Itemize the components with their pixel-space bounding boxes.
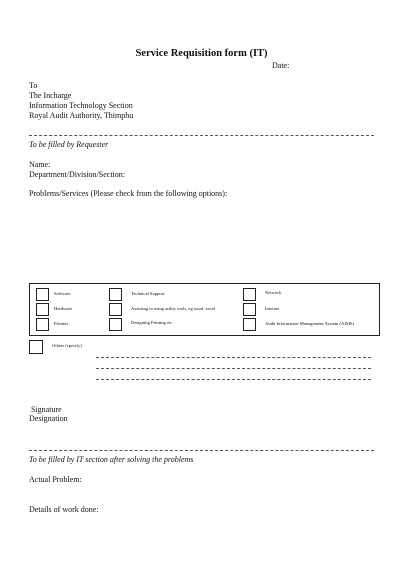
others-line-2[interactable] xyxy=(96,368,371,369)
address-line-to: To xyxy=(29,81,38,90)
checkbox-internet[interactable] xyxy=(243,303,256,316)
others-line-1[interactable] xyxy=(96,357,371,358)
form-title: Service Requisition form (IT) xyxy=(135,48,268,59)
checkbox-network[interactable] xyxy=(243,288,256,301)
department-label: Department/Division/Section: xyxy=(29,170,125,179)
checkbox-printers[interactable] xyxy=(36,318,49,331)
requester-section-heading: To be filled by Requester xyxy=(29,140,109,149)
checkbox-designing-printing[interactable] xyxy=(109,318,122,331)
problems-label: Problems/Services (Please check from the following options): xyxy=(29,189,228,198)
divider-line xyxy=(29,135,374,136)
option-label-technical-support: Technical Support xyxy=(131,291,165,296)
option-label-network: Network xyxy=(265,290,282,295)
address-line-authority: Royal Audit Authority, Thimphu xyxy=(29,111,134,120)
option-label-designing-printing: Designing Printing etc xyxy=(131,320,173,325)
date-label: Date: xyxy=(272,61,290,70)
option-label-printers: Printers xyxy=(54,321,69,326)
option-label-hardware: Hardware xyxy=(54,306,73,311)
checkbox-software[interactable] xyxy=(36,288,49,301)
option-label-utility-tools: Assisting in using utility tools, eg word, excel xyxy=(131,306,216,311)
address-line-section: Information Technology Section xyxy=(29,101,133,110)
signature-label: Signature xyxy=(31,405,62,414)
actual-problem-label: Actual Problem: xyxy=(29,475,82,484)
designation-label: Designation xyxy=(29,414,68,423)
others-line-3[interactable] xyxy=(96,379,371,380)
options-grid xyxy=(29,283,380,336)
checkbox-others[interactable] xyxy=(29,340,43,354)
name-label: Name: xyxy=(29,160,51,169)
option-label-software: Software xyxy=(54,291,71,296)
checkbox-utility-tools[interactable] xyxy=(109,303,122,316)
checkbox-technical-support[interactable] xyxy=(109,288,122,301)
option-label-internet: Internet xyxy=(265,306,280,311)
divider-line-2 xyxy=(29,450,374,451)
address-line-incharge: The Incharge xyxy=(29,91,72,100)
it-section-heading: To be filled by IT section after solving the problems xyxy=(29,455,194,464)
checkbox-aims[interactable] xyxy=(243,318,256,331)
option-label-aims: Audit Information Management System (AIMS) xyxy=(265,321,355,326)
checkbox-hardware[interactable] xyxy=(36,303,49,316)
details-of-work-label: Details of work done: xyxy=(29,505,99,514)
option-label-others: Others (specify) xyxy=(52,343,82,348)
